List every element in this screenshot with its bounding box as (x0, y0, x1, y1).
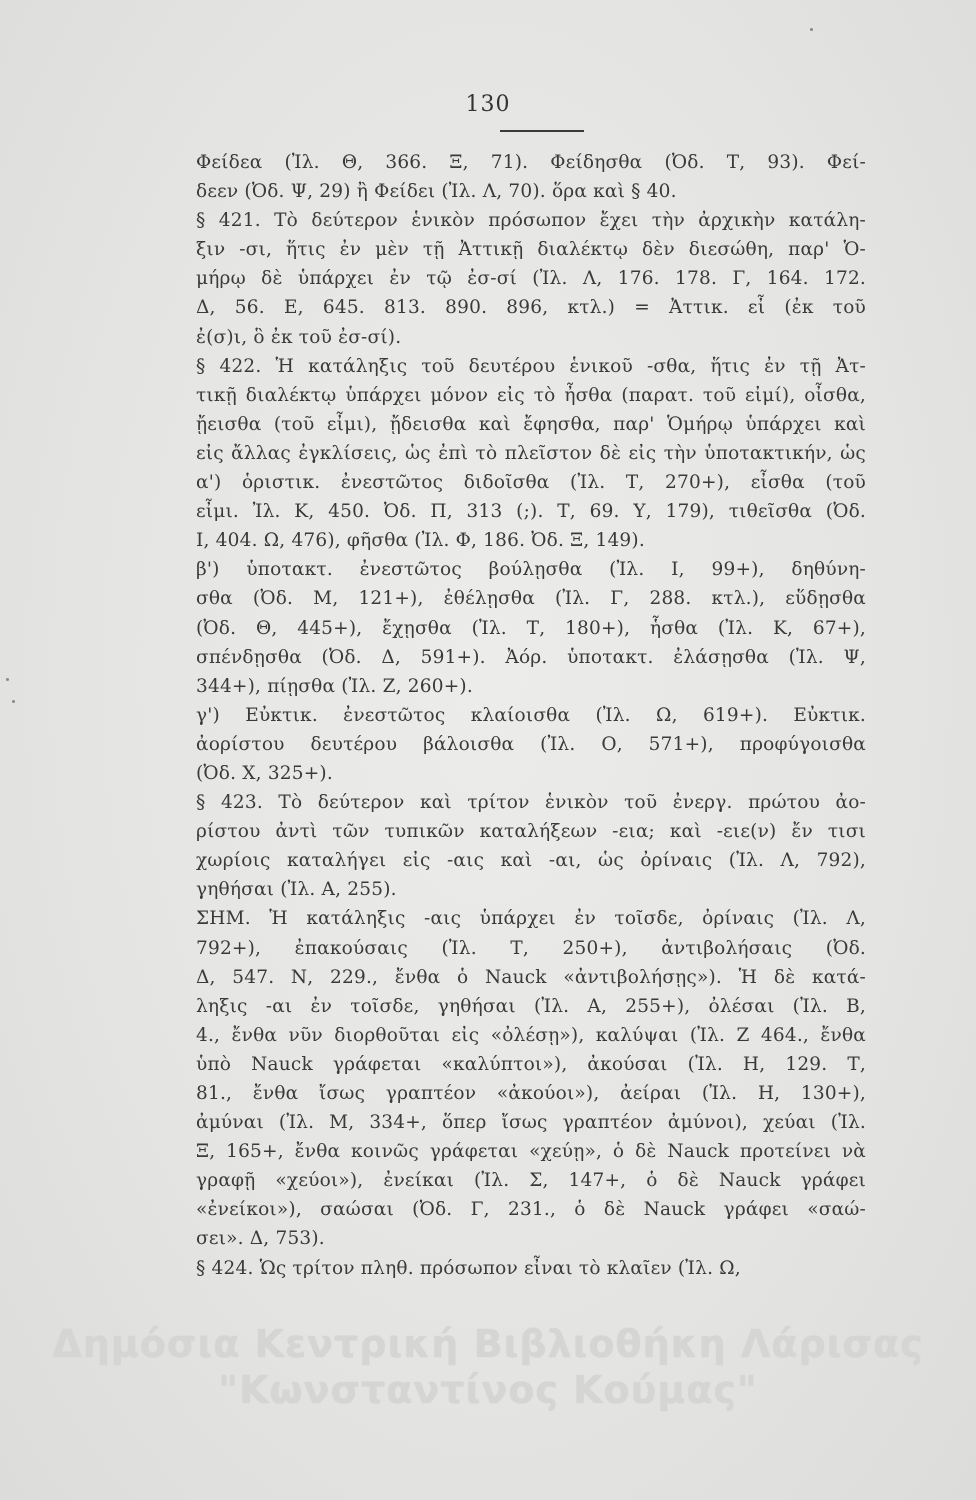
text-line: 792+), ἐπακούσαις (Ἰλ. Τ, 250+), ἀντιβολήσαις (Ὀδ. (196, 937, 866, 959)
text-line: ἐ(σ)ι, ὃ ἐκ τοῦ ἐσ-σί). (196, 326, 402, 348)
body-text (196, 148, 866, 1283)
text-line: § 422. Ἡ κατάληξις τοῦ δευτέρου ἑνικοῦ -σθα, ἥτις ἐν τῇ Ἀτ- (196, 355, 866, 377)
scan-speck (12, 700, 15, 703)
page-number: 130 (465, 92, 511, 117)
header-rule (500, 130, 584, 132)
text-line: 344+), πίῃσθα (Ἰλ. Ζ, 260+). (196, 675, 473, 697)
text-line: γ') Εὐκτικ. ἐνεστῶτος κλαίοισθα (Ἰλ. Ω, 619+). Εὐκτικ. (196, 704, 866, 726)
text-line: ἀορίστου δευτέρου βάλοισθα (Ἰλ. Ο, 571+), προφύγοισθα (196, 733, 866, 755)
text-line: ὑπὸ Nauck γράφεται «καλύπτοι»), ἀκούσαι (Ἰλ. Η, 129. Τ, (196, 1053, 866, 1075)
text-line: Ξ, 165+, ἔνθα κοινῶς γράφεται «χεύῃ», ὁ δὲ Nauck προτείνει νὰ (196, 1141, 866, 1163)
text-line: § 424. Ὡς τρίτον πληθ. πρόσωπον εἶναι τὸ κλαῖεν (Ἰλ. Ω, (196, 1257, 741, 1279)
text-line: τικῇ διαλέκτῳ ὑπάρχει μόνον εἰς τὸ ἦσθα (παρατ. τοῦ εἰμί), οἶσθα, (196, 384, 866, 406)
text-line: ρίστου ἀντὶ τῶν τυπικῶν καταλήξεων -εια; καὶ -ειε(ν) ἔν τισι (196, 821, 866, 843)
library-watermark-line-2: "Κωνσταντίνος Κούμας" (218, 1368, 758, 1412)
text-line: «ἐνείκοι»), σαώσαι (Ὀδ. Γ, 231., ὁ δὲ Nauck γράφει «σαώ- (196, 1199, 866, 1221)
text-line: § 421. Τὸ δεύτερον ἑνικὸν πρόσωπον ἔχει τὴν ἀρχικὴν κατάλη- (196, 210, 866, 232)
text-line: ΣΗΜ. Ἡ κατάληξις -αις ὑπάρχει ἐν τοῖσδε, ὀρίναις (Ἰλ. Λ, (196, 908, 866, 930)
text-line: σει». Δ, 753). (196, 1228, 325, 1250)
text-line: Ι, 404. Ω, 476), φῆσθα (Ἰλ. Φ, 186. Ὀδ. Ξ, 149). (196, 530, 645, 552)
library-watermark-line-1: Δημόσια Κεντρική Βιβλιοθήκη Λάρισας (52, 1322, 924, 1366)
text-line: β') ὑποτακτ. ἐνεστῶτος βούλῃσθα (Ἰλ. Ι, 99+), δηθύνη- (196, 559, 866, 581)
text-line: ᾔεισθα (τοῦ εἶμι), ᾔδεισθα καὶ ἔφησθα, παρ' Ὁμήρῳ ὑπάρχει καὶ (196, 413, 866, 435)
text-line: μήρῳ δὲ ὑπάρχει ἐν τῷ ἐσ-σί (Ἰλ. Λ, 176. 178. Γ, 164. 172. (196, 268, 866, 290)
text-line: ληξις -αι ἐν τοῖσδε, γηθήσαι (Ἰλ. Α, 255+), ὀλέσαι (Ἰλ. Β, (196, 995, 866, 1017)
text-line: (Ὀδ. Θ, 445+), ἔχῃσθα (Ἰλ. Τ, 180+), ἧσθα (Ἰλ. Κ, 67+), (196, 617, 866, 639)
text-line: εἰς ἄλλας ἐγκλίσεις, ὡς ἐπὶ τὸ πλεῖστον δὲ εἰς τὴν ὑποτακτικήν, ὡς (196, 442, 866, 464)
text-line: 4., ἔνθα νῦν διορθοῦται εἰς «ὀλέσῃ»), καλύψαι (Ἰλ. Ζ 464., ἔνθα (196, 1024, 866, 1046)
text-line: γηθήσαι (Ἰλ. Α, 255). (196, 879, 397, 901)
text-line: σθα (Ὀδ. Μ, 121+), ἐθέλῃσθα (Ἰλ. Γ, 288. κτλ.), εὕδῃσθα (196, 588, 866, 610)
text-line: χωρίοις καταλήγει εἰς -αις καὶ -αι, ὡς ὀρίναις (Ἰλ. Λ, 792), (196, 850, 866, 872)
text-line: 81., ἔνθα ἴσως γραπτέον «ἀκούοι»), ἀείραι (Ἰλ. Η, 130+), (196, 1083, 866, 1104)
text-line: Δ, 56. Ε, 645. 813. 890. 896, κτλ.) = Ἀττικ. εἶ (ἐκ τοῦ (196, 297, 866, 319)
text-line: § 423. Τὸ δεύτερον καὶ τρίτον ἑνικὸν τοῦ ἐνεργ. πρώτου ἀο- (196, 792, 866, 814)
text-line: ἀμύναι (Ἰλ. Μ, 334+, ὅπερ ἴσως γραπτέον ἀμύνοι), χεύαι (Ἰλ. (196, 1112, 866, 1134)
text-line: σπένδῃσθα (Ὀδ. Δ, 591+). Ἀόρ. ὑποτακτ. ἐλάσῃσθα (Ἰλ. Ψ, (196, 646, 866, 668)
text-line: Φείδεα (Ἰλ. Θ, 366. Ξ, 71). Φείδησθα (Ὀδ. Τ, 93). Φεί- (196, 152, 866, 173)
text-line: δεεν (Ὀδ. Ψ, 29) ἢ Φείδει (Ἰλ. Λ, 70). ὅρα καὶ § 40. (196, 181, 677, 203)
scan-speck (810, 28, 813, 31)
text-line: (Ὀδ. Χ, 325+). (196, 762, 333, 784)
text-line: γραφῇ «χεύοι»), ἐνείκαι (Ἰλ. Σ, 147+, ὁ δὲ Nauck γράφει (196, 1170, 866, 1192)
scan-speck (6, 678, 9, 681)
text-line: εἶμι. Ἰλ. Κ, 450. Ὀδ. Π, 313 (;). Τ, 69. Υ, 179), τιθεῖσθα (Ὀδ. (196, 501, 866, 523)
text-line: ξιν -σι, ἥτις ἐν μὲν τῇ Ἀττικῇ διαλέκτῳ δὲν διεσώθη, παρ' Ὁ- (196, 239, 866, 261)
text-line: α') ὁριστικ. ἐνεστῶτος διδοῖσθα (Ἰλ. Τ, 270+), εἶσθα (τοῦ (196, 472, 866, 494)
text-line: Δ, 547. Ν, 229., ἔνθα ὁ Nauck «ἀντιβολήσῃς»). Ἡ δὲ κατά- (196, 966, 866, 988)
